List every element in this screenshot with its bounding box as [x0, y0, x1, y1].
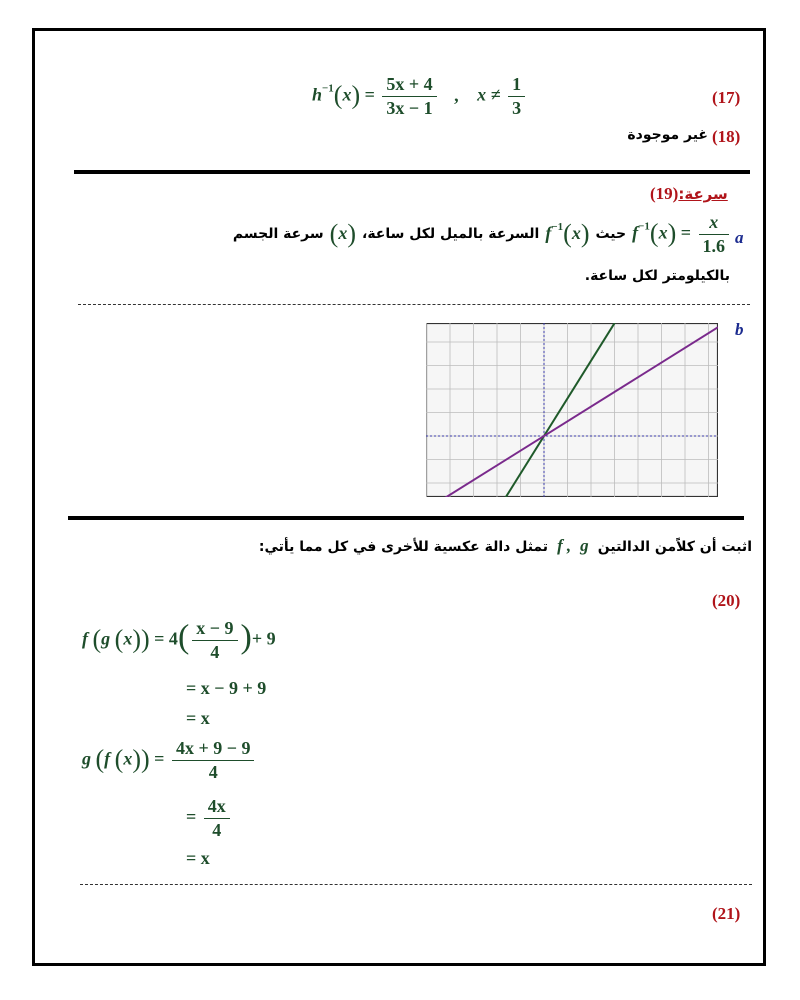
q19-title: سرعة: [678, 185, 728, 203]
q19-part-a-label: a [735, 228, 744, 247]
q17-number: (17) [712, 88, 741, 107]
q17-cond-fraction [508, 74, 525, 119]
q20-line2: = x − 9 + 9 [186, 678, 267, 698]
q18-answer: غير موجودة [627, 127, 708, 143]
q21-number: (21) [712, 904, 741, 923]
q20-line1: f (g (x)) = 4( $\frac{x - 9}{4}$ )+ 9 [82, 618, 276, 662]
q17-arg: x [342, 84, 352, 105]
q19-frac-num: x [709, 211, 719, 232]
q19-formula-2: $f^{-1}(x)$ [545, 219, 590, 248]
q19-text-body-speed: سرعة الجسم [232, 226, 324, 242]
q20-line6: = x [186, 848, 210, 868]
q17-function-name: h [312, 84, 323, 105]
q19-formula: $f^{-1}(x)$ = $\frac{x}{1.6}$ [632, 212, 732, 257]
q20-line4-f: f [104, 748, 111, 769]
q19-f: f [632, 222, 639, 243]
q19-text-where: حيث [595, 226, 627, 242]
q20-g: g [101, 628, 111, 649]
section-rule [74, 170, 750, 174]
q19-sup: −1 [638, 220, 650, 233]
q20-line5-num: 4x [204, 796, 230, 819]
q17-cond-num: 1 [508, 74, 525, 97]
q19-line2: بالكيلومتر لكل ساعة. [584, 268, 730, 284]
q20-line4-num: 4x + 9 − 9 [172, 738, 255, 761]
q19-number: (19) [650, 184, 679, 203]
dashed-separator-2 [80, 884, 752, 885]
q19-fraction [699, 212, 730, 257]
q19-formula-3: (x) [329, 219, 356, 248]
q20-line5-den: 4 [212, 820, 222, 840]
graph-border [427, 324, 718, 497]
q17-equation: $h^{-1}(x)$ = $\frac{5x + 4}{3x - 1}$ , x ≠ $\frac{1}{3}$ [312, 74, 528, 119]
q20-line5 [186, 796, 233, 841]
instruction-f: f [557, 536, 563, 555]
instruction-comma: , [566, 536, 572, 555]
q20-line4-x: x [123, 748, 133, 769]
q20-line1-den: 4 [210, 642, 220, 662]
q20-line5-eq: = [186, 806, 197, 827]
q19-line1 [136, 212, 732, 256]
q19-part-b-label: b [735, 320, 744, 339]
q19-graph [426, 323, 718, 497]
q19-frac-den: 1.6 [702, 235, 725, 256]
section-rule-2 [68, 516, 744, 520]
q20-x: x [123, 628, 133, 649]
q20-line1-fraction [192, 618, 237, 663]
q20-line4-g: g [82, 748, 91, 769]
q20-line5-fraction [204, 796, 230, 841]
q19-text-speed-mph: السرعة بالميل لكل ساعة، [362, 226, 540, 242]
q17-denominator: 3x − 1 [386, 98, 433, 118]
q20-line4-fraction [172, 738, 255, 783]
q17-inverse-sup: −1 [322, 82, 334, 95]
instruction-prefix: اثبت أن كلاًمن الدالتين [597, 539, 752, 555]
q17-fraction [382, 74, 436, 119]
instruction-g: g [580, 536, 589, 555]
q20-line4-eq: = [154, 748, 165, 769]
instruction-line [259, 536, 752, 556]
q20-number: (20) [712, 591, 741, 610]
q20-coef: = 4 [154, 628, 178, 649]
dashed-separator-1 [78, 304, 750, 305]
q17-condition: x ≠ [477, 84, 501, 105]
q18-number: (18) [712, 127, 741, 146]
q20-line1-tail: + 9 [251, 628, 276, 649]
q20-line4: g (f (x)) = $\frac{4x + 9 - 9}{4}$ [82, 738, 257, 783]
q19-header [650, 184, 728, 204]
q20-line4-den: 4 [208, 762, 218, 782]
q19-arg: x [658, 222, 668, 243]
instruction-suffix: تمثل دالة عكسية للأخرى في كل مما يأتي: [258, 539, 549, 555]
q20-line3: = x [186, 708, 210, 728]
q17-numerator: 5x + 4 [382, 74, 436, 97]
q20-line1-num: x − 9 [192, 618, 237, 641]
q17-cond-den: 3 [512, 98, 522, 118]
page-frame [32, 28, 766, 966]
q20-f: f [82, 628, 88, 649]
